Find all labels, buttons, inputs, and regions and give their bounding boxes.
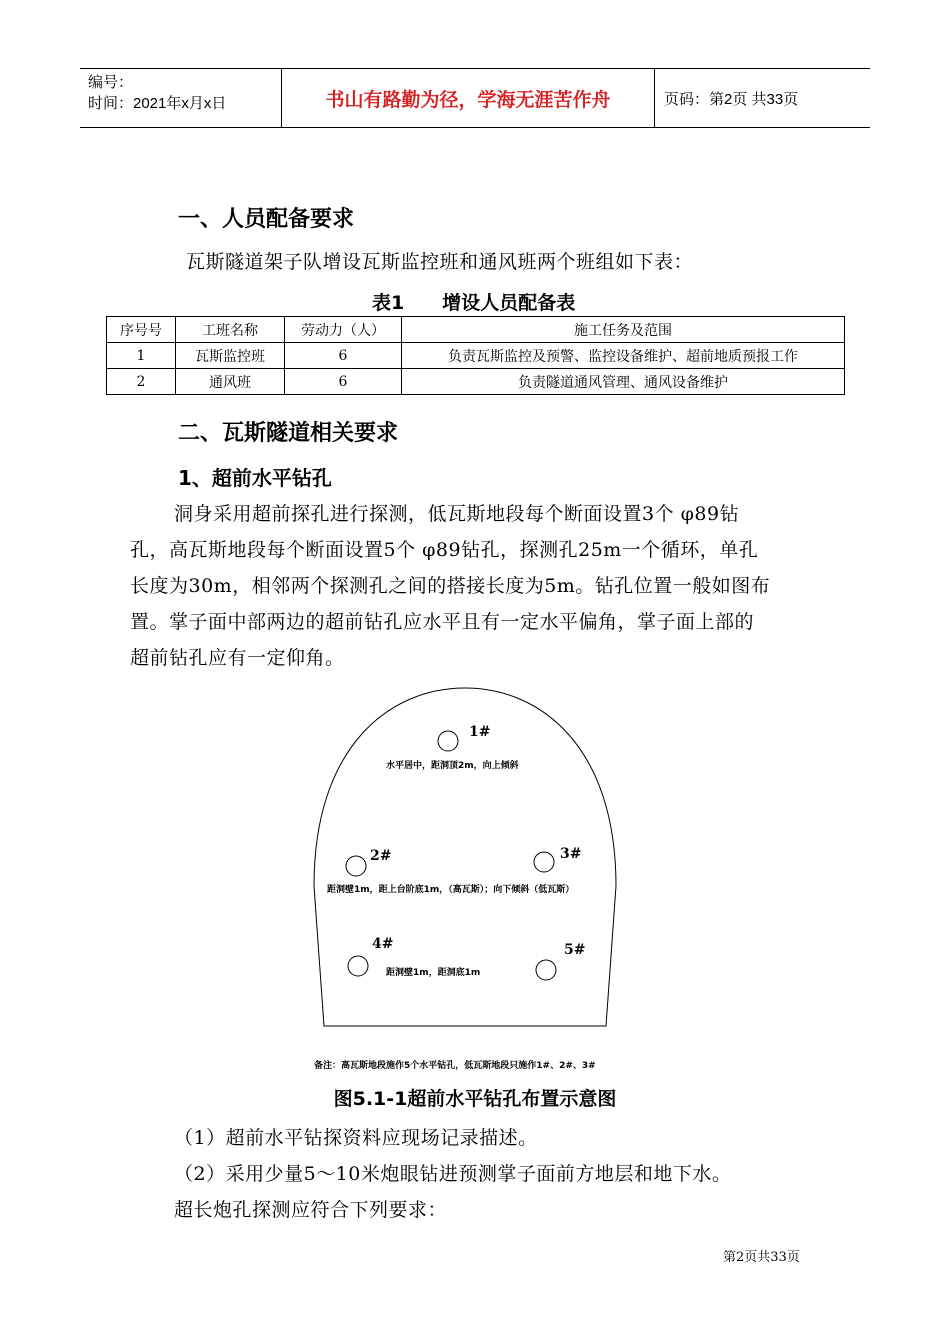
section1-intro: 瓦斯隧道架子队增设瓦斯监控班和通风班两个班组如下表： (186, 251, 694, 273)
table-cell: 1 (107, 343, 176, 369)
drill-hole-4 (348, 956, 368, 976)
note-lower: 距洞壁1m，距洞底1m (386, 968, 481, 978)
note-middle: 距洞壁1m，距上台阶底1m，（高瓦斯）；向下倾斜（低瓦斯） (327, 885, 575, 895)
header-code-label: 编号： (88, 74, 134, 91)
table-cell: 2 (107, 369, 176, 395)
table-cell: 6 (285, 369, 402, 395)
figure-caption: 图5.1-1超前水平钻孔布置示意图 (333, 1088, 617, 1110)
drill-hole-3 (534, 852, 554, 872)
table-cell: 负责瓦斯监控及预警、监控设备维护、超前地质预报工作 (402, 343, 845, 369)
list-item: （1）超前水平钻探资料应现场记录描述。 (174, 1127, 538, 1149)
figure-remark: 备注：高瓦斯地段施作5个水平钻孔，低瓦斯地段只施作1#、2#、3# (314, 1061, 596, 1071)
note-top: 水平居中，距洞顶2m，向上倾斜 (386, 761, 519, 771)
page-footer: 第2页共33页 (723, 1250, 800, 1265)
hole-label-2: 2# (370, 848, 392, 864)
body-line: 超前钻孔应有一定仰角。 (130, 647, 345, 669)
table-header-cell: 施工任务及范围 (402, 317, 845, 343)
table-row (107, 343, 845, 369)
section2-title: 二、瓦斯隧道相关要求 (178, 421, 399, 446)
section1-title: 一、人员配备要求 (178, 207, 355, 232)
hole-label-4: 4# (372, 936, 394, 952)
table-header-row (107, 317, 845, 343)
table-caption: 表1 增设人员配备表 (372, 292, 576, 314)
subsection-title: 1、超前水平钻孔 (178, 466, 332, 490)
header-motto-cell (281, 68, 655, 128)
table-cell: 通风班 (176, 369, 285, 395)
header-meta (88, 72, 226, 114)
table-cell: 瓦斯监控班 (176, 343, 285, 369)
drill-hole-1 (438, 731, 458, 751)
header-motto: 书山有路勤为径，学海无涯苦作舟 (325, 89, 611, 111)
body-line: 超长炮孔探测应符合下列要求： (174, 1199, 448, 1221)
table-row (107, 369, 845, 395)
table-header-cell: 序号号 (107, 317, 176, 343)
page-header (80, 68, 870, 128)
body-line: 洞身采用超前探孔进行探测，低瓦斯地段每个断面设置3个 φ89钻 (174, 503, 740, 525)
hole-label-5: 5# (564, 942, 586, 958)
tunnel-diagram (300, 686, 630, 1076)
drill-hole-2 (346, 856, 366, 876)
table-header-cell: 工班名称 (176, 317, 285, 343)
body-line: 置。掌子面中部两边的超前钻孔应水平且有一定水平偏角，掌子面上部的 (130, 611, 755, 633)
drill-hole-5 (536, 960, 556, 980)
body-line: 孔，高瓦斯地段每个断面设置5个 φ89钻孔，探测孔25m一个循环，单孔 (130, 539, 759, 561)
hole-label-3: 3# (560, 846, 582, 862)
table-header-cell: 劳动力（人） (285, 317, 402, 343)
table-cell: 负责隧道通风管理、通风设备维护 (402, 369, 845, 395)
staff-table (106, 316, 845, 395)
header-time-label: 时间：2021年x月x日 (88, 95, 227, 112)
table-cell: 6 (285, 343, 402, 369)
body-line: 长度为30m，相邻两个探测孔之间的搭接长度为5m。钻孔位置一般如图布 (130, 575, 771, 597)
hole-label-1: 1# (469, 724, 491, 740)
list-item: （2）采用少量5～10米炮眼钻进预测掌子面前方地层和地下水。 (174, 1163, 732, 1185)
header-page-label: 页码：第2页 共33页 (664, 91, 799, 108)
